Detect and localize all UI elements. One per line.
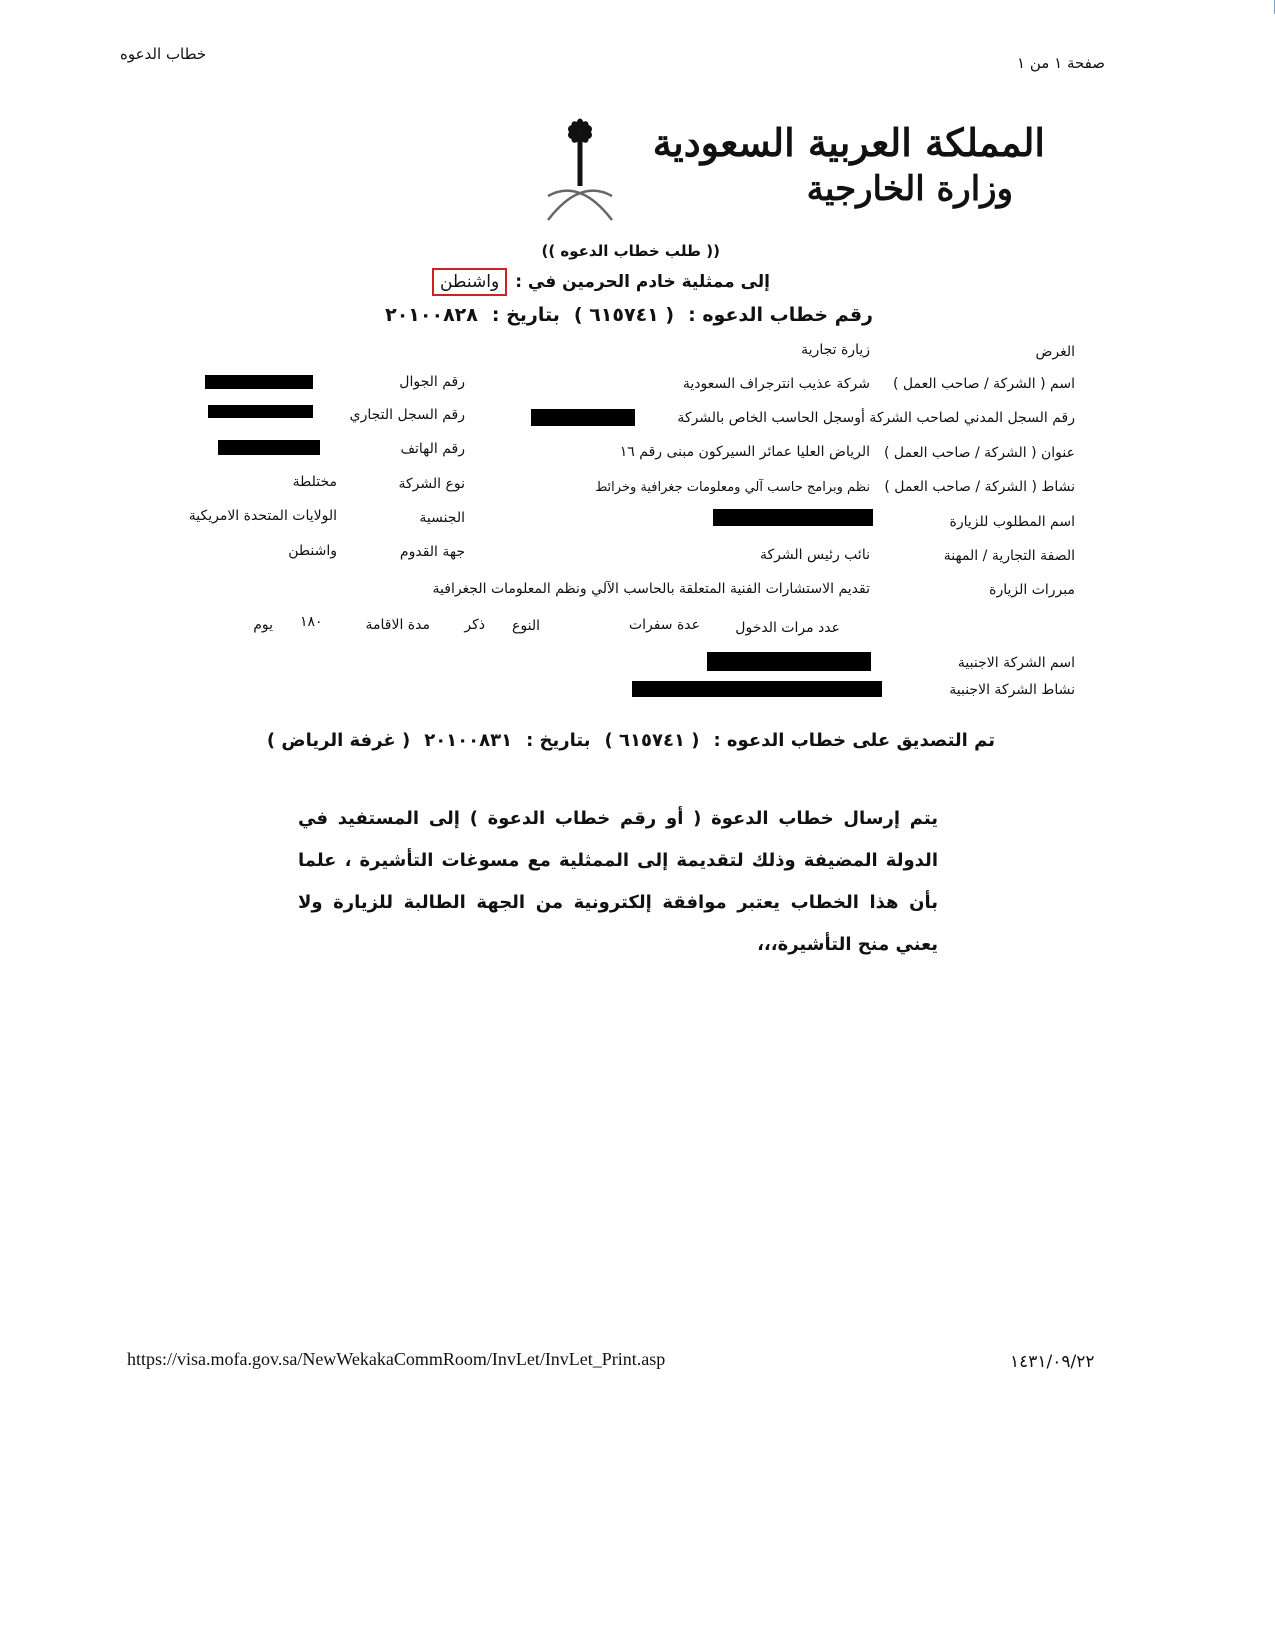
stay-unit: يوم xyxy=(253,617,273,633)
mission-label: إلى ممثلية خادم الحرمين في : xyxy=(515,272,770,292)
foreign-company-label: اسم الشركة الاجنبية xyxy=(957,655,1075,671)
gender-label: النوع xyxy=(512,618,540,634)
redacted-civil-registry xyxy=(531,409,635,426)
redacted-visitor-name xyxy=(713,509,873,526)
address-value: الرياض العليا عمائر السيركون مبنى رقم ١٦ xyxy=(619,444,870,460)
civil-registry-label: رقم السجل المدني لصاحب الشركة أوسجل الحاسب الخاص بالشركة xyxy=(677,410,1075,426)
company-type-value: مختلطة xyxy=(292,474,337,490)
entries-value: عدة سفرات xyxy=(628,617,700,633)
ministry-name: وزارة الخارجية xyxy=(806,169,1013,209)
invitation-number-label: رقم خطاب الدعوه : xyxy=(688,304,873,326)
certification-line xyxy=(267,730,995,751)
footer-date: ١٤٣١/٠٩/٢٢ xyxy=(1010,1352,1095,1372)
profession-value: نائب رئيس الشركة xyxy=(760,547,870,563)
purpose-value: زيارة تجارية xyxy=(801,342,870,358)
certification-date-value: ٢٠١٠٠٨٣١ xyxy=(424,730,513,751)
footer-url: https://visa.mofa.gov.sa/NewWekakaCommRoom/InvLet/InvLet_Print.asp xyxy=(127,1349,666,1369)
company-name-value: شركة عذيب انترجراف السعودية xyxy=(682,376,870,392)
visitor-name-label: اسم المطلوب للزيارة xyxy=(949,514,1075,530)
redacted-foreign-activity xyxy=(632,681,882,697)
justification-value: تقديم الاستشارات الفنية المتعلقة بالحاسب الآلي ونظم المعلومات الجغرافية xyxy=(432,581,870,597)
company-type-label: نوع الشركة xyxy=(398,476,465,492)
profession-label: الصفة التجارية / المهنة xyxy=(943,548,1075,564)
page-info: صفحة ١ من ١ xyxy=(1017,54,1105,72)
stay-value: ١٨٠ xyxy=(300,614,323,630)
commercial-registry-label: رقم السجل التجاري xyxy=(349,407,465,423)
certification-date-label: بتاريخ : xyxy=(526,730,591,751)
stay-label: مدة الاقامة xyxy=(365,617,430,633)
request-title: (( طلب خطاب الدعوه )) xyxy=(541,242,720,260)
activity-label: نشاط ( الشركة / صاحب العمل ) xyxy=(884,479,1075,495)
nationality-label: الجنسية xyxy=(419,510,465,526)
arrival-label: جهة القدوم xyxy=(399,544,465,560)
nationality-value: الولايات المتحدة الامريكية xyxy=(188,508,337,524)
foreign-activity-label: نشاط الشركة الاجنبية xyxy=(949,682,1075,698)
ministry-logo xyxy=(653,120,1045,209)
certification-label: تم التصديق على خطاب الدعوه : xyxy=(713,730,995,751)
mission-line xyxy=(432,268,770,296)
arrival-value: واشنطن xyxy=(288,543,337,559)
company-name-label: اسم ( الشركة / صاحب العمل ) xyxy=(893,376,1075,392)
mission-value: واشنطن xyxy=(432,268,507,296)
note-paragraph: يتم إرسال خطاب الدعوة ( أو رقم خطاب الدعوة ) إلى المستفيد في الدولة المضيفة وذلك لتقديمة إلى الممثلية مع مسوغات التأشيرة ، علما بأن هذا الخطاب يعتبر موافقة إلكترونية من الجهة الطالبة للزيارة ولا يعني منح التأشيرة،،، xyxy=(298,808,938,955)
invitation-number-line xyxy=(385,304,873,326)
certification-number: ( ٦١٥٧٤١ ) xyxy=(604,730,700,751)
certification-chamber: ( غرفة الرياض ) xyxy=(266,730,411,751)
palm-swords-emblem-icon xyxy=(540,118,620,228)
activity-value: نظم وبرامج حاسب آلي ومعلومات جغرافية وخرائط xyxy=(595,480,870,495)
invitation-number-value: ( ٦١٥٧٤١ ) xyxy=(573,304,675,326)
phone-label: رقم الهاتف xyxy=(400,441,465,457)
redacted-commercial-registry xyxy=(208,405,313,418)
kingdom-name: المملكة العربية السعودية xyxy=(652,120,1045,165)
redacted-phone xyxy=(218,440,320,455)
invitation-date-label: بتاريخ : xyxy=(491,304,560,326)
purpose-label: الغرض xyxy=(1035,344,1075,360)
justification-label: مبررات الزيارة xyxy=(989,582,1075,598)
entries-label: عدد مرات الدخول xyxy=(735,620,840,636)
invitation-date-value: ٢٠١٠٠٨٢٨ xyxy=(385,304,478,326)
header-title: خطاب الدعوه xyxy=(120,45,207,63)
gender-value: ذكر xyxy=(464,617,485,633)
redacted-mobile xyxy=(205,375,313,389)
address-label: عنوان ( الشركة / صاحب العمل ) xyxy=(883,445,1075,461)
mobile-label: رقم الجوال xyxy=(399,374,465,390)
redacted-foreign-company xyxy=(707,652,871,671)
